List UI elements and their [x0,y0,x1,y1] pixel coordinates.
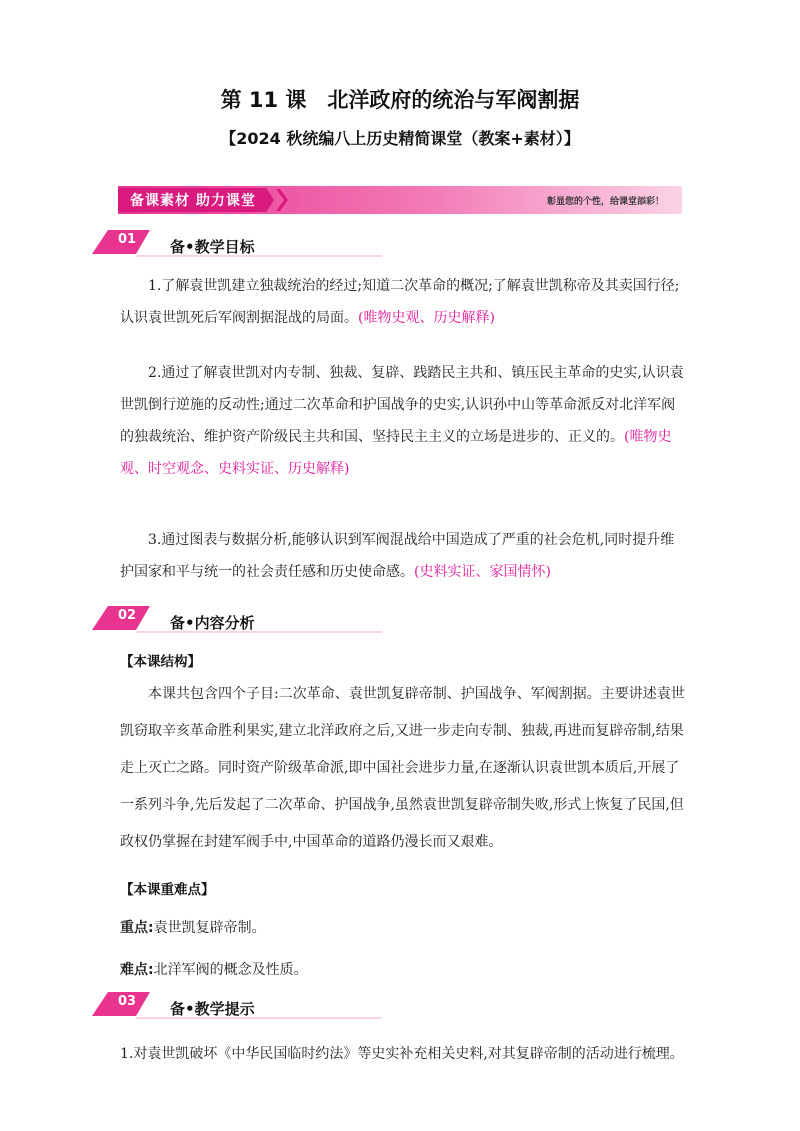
objective-3: 3.通过图表与数据分析,能够认识到军阀混战给中国造成了严重的社会危机,同时提升维护国家和平与统一的社会责任感和历史使命感。(史料实证、家国情怀) [120,532,675,580]
section-title: 备•教学目标 [170,238,255,256]
page-subtitle: 【2024 秋统编八上历史精简课堂（教案+素材）】 [220,129,580,148]
structure-heading: 【本课结构】 [120,654,201,670]
banner-slogan: 彰显您的个性，给课堂添彩！ [546,197,664,207]
section-header-01 [92,228,392,260]
banner-label: 备课素材 助力课堂 [130,193,256,209]
section-number: 01 [118,232,137,247]
section-title: 备•内容分析 [170,614,255,632]
section-title: 备•教学提示 [170,1000,255,1018]
difficulty-point: 难点:北洋军阀的概念及性质。 [120,962,308,978]
section-number: 02 [118,608,137,623]
objective-1: 1.了解袁世凯建立独裁统治的经过;知道二次革命的概况;了解袁世凯称帝及其卖国行径;认识袁世凯死后军阀割据混战的局面。(唯物史观、历史解释) [120,278,680,326]
section-header-03 [92,990,392,1022]
structure-text: 本课共包含四个子目:二次革命、袁世凯复辟帝制、护国战争、军阀割据。主要讲述袁世凯窃取辛亥革命胜利果实,建立北洋政府之后,又进一步走向专制、独裁,再进而复辟帝制,结果走上灭亡之路。同时资产阶级革命派,即中国社会进步力量,在逐渐认识袁世凯本质后,开展了一系列斗争,先后发起了二次革命、护国战争,虽然袁世凯复辟帝制失败,形式上恢复了民国,但政权仍掌握在封建军阀手中,中国革命的道路仍漫长而又艰难。 [120,686,685,850]
section-number: 03 [118,994,137,1009]
focus-label: 重点: [120,920,154,936]
teaching-tip-1: 1.对袁世凯破坏《中华民国临时约法》等史实补充相关史料,对其复辟帝制的活动进行梳理。 [120,1046,684,1062]
key-points-heading: 【本课重难点】 [120,882,215,898]
focus-point: 重点:袁世凯复辟帝制。 [120,920,266,936]
objective-tag: (唯物史观、历史解释) [358,310,495,326]
page-title: 第 11 课 北洋政府的统治与军阀割据 [220,88,580,112]
section-header-02 [92,604,392,636]
objective-tag: (唯物史观、时空观念、史料实证、历史解释) [120,429,672,477]
objective-tag: (史料实证、家国情怀) [414,564,551,580]
difficulty-label: 难点: [120,962,154,978]
objective-2: 2.通过了解袁世凯对内专制、独裁、复辟、践踏民主共和、镇压民主革命的史实,认识袁世凯倒行逆施的反动性;通过二次革命和护国战争的史实,认识孙中山等革命派反对北洋军阀的独裁统治、维护资产阶级民主共和国、坚持民主主义的立场是进步的、正义的。(唯物史观、时空观念、史料实证、历史解释) [120,365,684,477]
